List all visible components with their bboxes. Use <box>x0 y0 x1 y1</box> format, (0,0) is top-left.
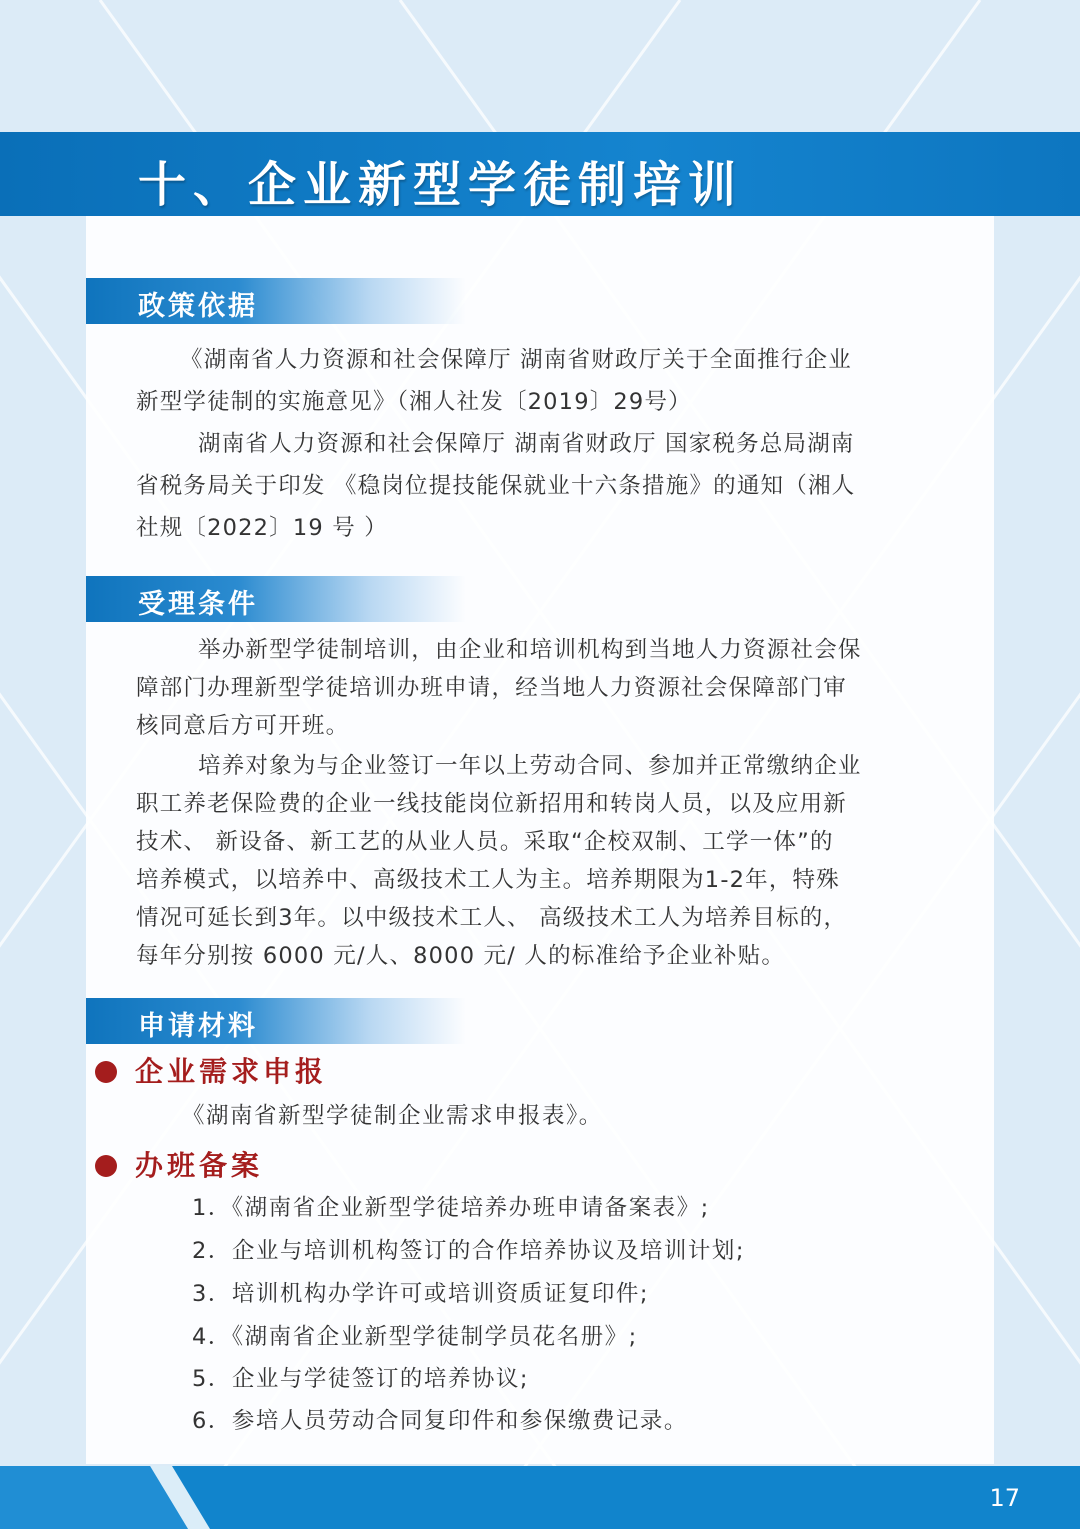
text-line: 障部门办理新型学徒培训办班申请，经当地人力资源社会保障部门审 <box>136 675 848 701</box>
list-item: 《湖南省新型学徒制企业需求申报表》。 <box>182 1103 603 1129</box>
bullet-icon <box>95 1061 117 1083</box>
text-line: 每年分别按 6000 元/人、8000 元/ 人的标准给予企业补贴。 <box>136 943 786 969</box>
section-header-conditions <box>86 576 466 622</box>
text-line: 情况可延长到3年。以中级技术工人、 高级技术工人为培养目标的， <box>136 905 848 931</box>
bullet-icon <box>95 1155 117 1177</box>
section-heading: 政策依据 <box>138 291 258 322</box>
list-item: 2．企业与培训机构签订的合作培养协议及培训计划; <box>192 1238 745 1264</box>
text-line: 《湖南省人力资源和社会保障厅 湖南省财政厅关于全面推行企业 <box>180 347 852 373</box>
list-item: 4．《湖南省企业新型学徒制学员花名册》; <box>192 1324 638 1350</box>
text-line: 新型学徒制的实施意见》（湘人社发〔2019〕29号） <box>136 389 692 415</box>
text-line: 省税务局关于印发 《稳岗位提技能保就业十六条措施》的通知（湘人 <box>136 473 856 499</box>
text-line: 社规〔2022〕19 号 ） <box>136 515 388 541</box>
text-line: 技术、 新设备、新工艺的从业人员。采取“企校双制、工学一体”的 <box>136 829 834 855</box>
text-line: 培养模式，以培养中、高级技术工人为主。培养期限为1-2年，特殊 <box>136 867 840 893</box>
list-item: 3．培训机构办学许可或培训资质证复印件; <box>192 1281 649 1307</box>
section-heading: 申请材料 <box>138 1011 258 1042</box>
page-title: 十、企业新型学徒制培训 <box>138 157 744 213</box>
group-title-filing: 办班备案 <box>135 1149 264 1182</box>
group-title-demand: 企业需求申报 <box>135 1055 328 1088</box>
page-number: 17 <box>989 1484 1020 1512</box>
list-item: 5．企业与学徒签订的培养协议; <box>192 1366 529 1392</box>
text-line: 举办新型学徒制培训，由企业和培训机构到当地人力资源社会保 <box>198 637 862 663</box>
list-item: 1．《湖南省企业新型学徒培养办班申请备案表》; <box>192 1195 710 1221</box>
section-header-materials <box>86 998 466 1044</box>
section-heading: 受理条件 <box>138 589 258 620</box>
section-header-policy <box>86 278 466 324</box>
text-line: 核同意后方可开班。 <box>136 713 350 739</box>
text-line: 职工养老保险费的企业一线技能岗位新招用和转岗人员，以及应用新 <box>136 791 848 817</box>
text-line: 湖南省人力资源和社会保障厅 湖南省财政厅 国家税务总局湖南 <box>198 431 855 457</box>
list-item: 6．参培人员劳动合同复印件和参保缴费记录。 <box>192 1408 688 1434</box>
footer-stripe <box>0 1466 1080 1529</box>
text-line: 培养对象为与企业签订一年以上劳动合同、参加并正常缴纳企业 <box>198 753 862 779</box>
